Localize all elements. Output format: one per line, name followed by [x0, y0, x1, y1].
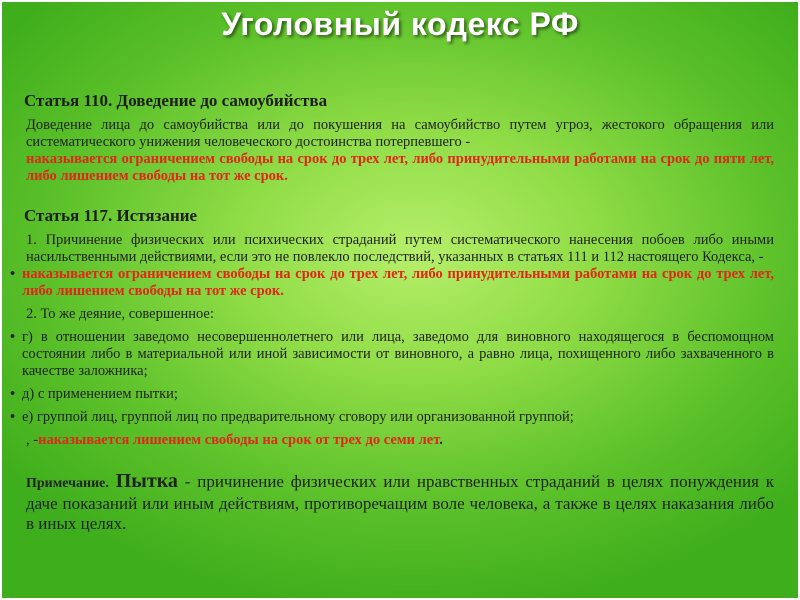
- note-paragraph: [22, 471, 774, 534]
- article-117-item-d: [10, 386, 774, 403]
- article-110-text: Доведение лица до самоубийства или до покушения на самоубийство путем угроз, жестокого обращения или систематического унижения человеческого достоинства потерпевшего -: [26, 117, 774, 150]
- slide-title: Уголовный кодекс РФ: [221, 6, 579, 42]
- note-term: Пытка: [115, 470, 178, 492]
- article-117-punishment1: [10, 266, 774, 300]
- slide-content: [10, 91, 775, 534]
- article-110-punishment: наказывается ограничением свободы на срок до трех лет, либо принудительными работами на срок до пяти лет, либо лишением свободы на тот же срок.: [26, 151, 774, 184]
- spacer: [22, 449, 774, 471]
- article-117-item-d-text: д) с применением пытки;: [22, 386, 178, 402]
- article-117-prefix2: , -: [26, 432, 39, 448]
- article-117-punishment2-text: наказывается лишением свободы на срок от трех до семи лет: [38, 432, 440, 448]
- article-117-item-g: [10, 329, 774, 380]
- spacer: [22, 185, 774, 207]
- bullet-icon: •: [10, 329, 16, 345]
- article-117-punishment2-end: .: [439, 432, 443, 448]
- article-117-punishment1-text: наказывается ограничением свободы на срок до трех лет, либо принудительными работами на срок до трех лет, либо лишением свободы на тот же срок.: [22, 266, 774, 299]
- article-117-punishment2: [22, 432, 774, 449]
- article-110-heading: Статья 110. Доведение до самоубийства: [24, 91, 328, 110]
- article-117-item-e: [10, 409, 774, 426]
- article-117-item-g-text: г) в отношении заведомо несовершеннолетнего или лица, заведомо для виновного находящегося в беспомощном состоянии либо в материальной или иной зависимости от виновного, а равно лица, похищенного либо захваченного в качестве заложника;: [22, 329, 774, 379]
- bullet-icon: •: [10, 409, 16, 425]
- article-117-item-e-text: е) группой лиц, группой лиц по предварительному сговору или организованной группой;: [22, 409, 574, 425]
- note-text: - причинение физических или нравственных страданий в целях понуждения к даче показаний или иным действиям, противоречащим воле человека, а также в целях наказания либо в иных целях.: [26, 472, 775, 533]
- article-117-part1: 1. Причинение физических или психических страданий путем систематического нанесения побоев либо иными насильственными действиями, если это не повлекло последствий, указанных в статьях 111 и 112 настоящего Кодекса, -: [26, 232, 774, 265]
- article-117-heading: Статья 117. Истязание: [24, 206, 198, 225]
- bullet-icon: •: [10, 266, 16, 282]
- note-label: Примечание.: [26, 476, 109, 491]
- article-117-part2: 2. То же деяние, совершенное:: [26, 306, 214, 322]
- bullet-icon: •: [10, 386, 16, 402]
